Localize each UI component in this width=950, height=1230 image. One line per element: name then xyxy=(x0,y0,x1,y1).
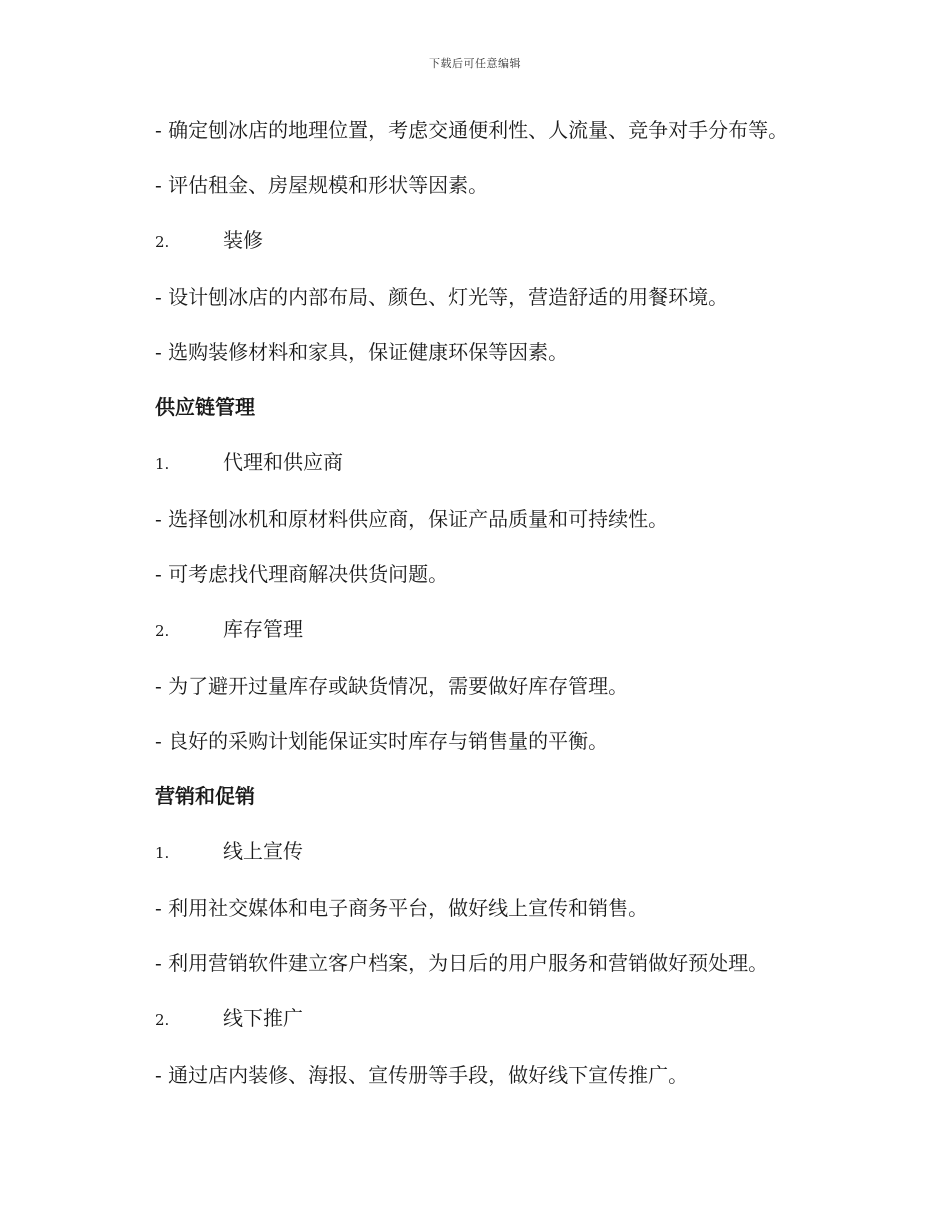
document-body xyxy=(0,110,950,1110)
item-label: 线上宣传 xyxy=(223,839,303,863)
numbered-item-decoration xyxy=(0,220,950,262)
section-heading-marketing: 营销和促销 xyxy=(155,784,255,808)
page-header-note: 下载后可任意编辑 xyxy=(429,57,521,70)
paragraph-inventory-control: - 为了避开过量库存或缺货情况，需要做好库存管理。 xyxy=(155,674,629,698)
paragraph-purchasing-plan: - 良好的采购计划能保证实时库存与销售量的平衡。 xyxy=(155,729,609,753)
item-number: 1. xyxy=(155,455,170,473)
item-label: 线下推广 xyxy=(223,1006,303,1030)
paragraph-layout: - 设计刨冰店的内部布局、颜色、灯光等，营造舒适的用餐环境。 xyxy=(155,285,729,309)
paragraph-location: - 确定刨冰店的地理位置，考虑交通便利性、人流量、竞争对手分布等。 xyxy=(155,118,789,142)
numbered-item-inventory xyxy=(0,609,950,651)
item-number: 1. xyxy=(155,844,170,862)
paragraph-offline-promo: - 通过店内装修、海报、宣传册等手段，做好线下宣传推广。 xyxy=(155,1063,689,1087)
item-label: 代理和供应商 xyxy=(223,450,343,474)
item-number: 2. xyxy=(155,622,170,640)
item-label: 装修 xyxy=(223,228,263,252)
paragraph-select-suppliers: - 选择刨冰机和原材料供应商，保证产品质量和可持续性。 xyxy=(155,507,669,531)
numbered-item-suppliers xyxy=(0,442,950,484)
paragraph-social-media: - 利用社交媒体和电子商务平台，做好线上宣传和销售。 xyxy=(155,896,649,920)
numbered-item-offline xyxy=(0,998,950,1040)
numbered-item-online xyxy=(0,831,950,873)
section-heading-supply-chain: 供应链管理 xyxy=(155,395,255,419)
paragraph-agents: - 可考虑找代理商解决供货问题。 xyxy=(155,562,449,586)
paragraph-crm: - 利用营销软件建立客户档案，为日后的用户服务和营销做好预处理。 xyxy=(155,951,769,975)
item-number: 2. xyxy=(155,1011,170,1029)
item-number: 2. xyxy=(155,233,170,251)
item-label: 库存管理 xyxy=(223,617,303,641)
paragraph-materials: - 选购装修材料和家具，保证健康环保等因素。 xyxy=(155,340,569,364)
paragraph-rent: - 评估租金、房屋规模和形状等因素。 xyxy=(155,173,489,197)
